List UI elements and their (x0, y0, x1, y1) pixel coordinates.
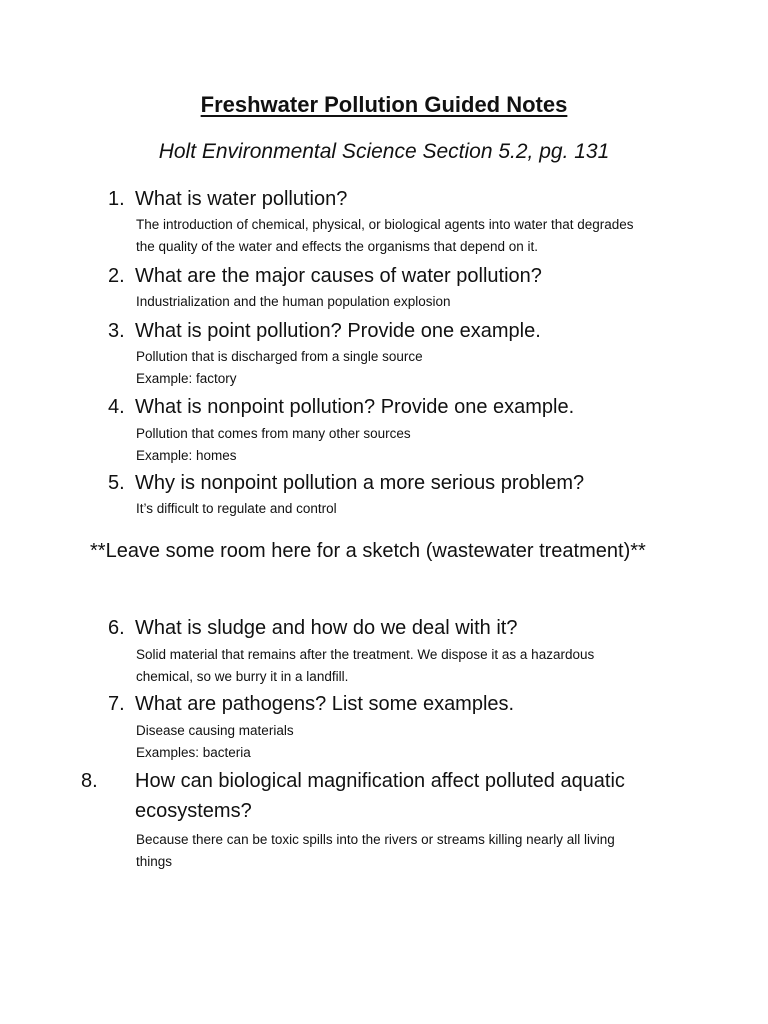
sketch-note: **Leave some room here for a sketch (wastewater treatment)** (90, 540, 646, 562)
answer-line: Pollution that is discharged from a single source (136, 349, 423, 364)
answer-1 (136, 214, 696, 258)
answer-line: Pollution that comes from many other sources (136, 426, 411, 441)
question-number: 7. (108, 693, 125, 715)
answer-line: Example: factory (136, 371, 237, 386)
question-4 (108, 393, 748, 421)
question-7 (108, 690, 748, 718)
question-text: What are pathogens? List some examples. (135, 693, 515, 715)
answer-7 (136, 720, 696, 764)
document-subtitle: Holt Environmental Science Section 5.2, pg. 131 (158, 140, 610, 163)
question-text: What is point pollution? Provide one example. (135, 320, 541, 342)
question-6 (108, 614, 748, 642)
answer-line: Because there can be toxic spills into the rivers or streams killing nearly all living (136, 832, 615, 847)
answer-2 (136, 291, 696, 313)
question-number: 2. (108, 265, 125, 287)
answer-line: chemical, so we burry it in a landfill. (136, 669, 349, 684)
question-number: 3. (108, 320, 125, 342)
answer-4 (136, 423, 696, 467)
question-text: What are the major causes of water pollution? (135, 265, 542, 287)
question-2 (108, 262, 748, 290)
question-1 (108, 185, 748, 213)
answer-line: The introduction of chemical, physical, or biological agents into water that degrades (136, 217, 634, 232)
question-number: 1. (108, 188, 125, 210)
answer-line: Solid material that remains after the treatment. We dispose it as a hazardous (136, 647, 595, 662)
question-number: 4. (108, 396, 125, 418)
question-text: Why is nonpoint pollution a more serious problem? (135, 472, 585, 494)
answer-line: things (136, 854, 173, 869)
question-8 (81, 766, 715, 826)
answer-line: Disease causing materials (136, 723, 294, 738)
answer-8 (136, 829, 696, 873)
answer-line: the quality of the water and effects the organisms that depend on it. (136, 239, 539, 254)
answer-5 (136, 498, 696, 520)
question-number: 5. (108, 472, 125, 494)
answer-line: It’s difficult to regulate and control (136, 501, 337, 516)
document-title: Freshwater Pollution Guided Notes (200, 92, 568, 117)
question-5 (108, 469, 748, 497)
question-text: What is sludge and how do we deal with it? (135, 617, 518, 639)
answer-3 (136, 346, 696, 390)
question-number: 8. (81, 770, 98, 792)
question-text: What is water pollution? (135, 188, 348, 210)
question-text: How can biological magnification affect polluted aquatic ecosystems? (135, 770, 625, 822)
question-text: What is nonpoint pollution? Provide one example. (135, 396, 575, 418)
answer-line: Examples: bacteria (136, 745, 251, 760)
answer-line: Industrialization and the human population explosion (136, 294, 451, 309)
answer-6 (136, 644, 696, 688)
question-number: 6. (108, 617, 125, 639)
question-3 (108, 317, 748, 345)
answer-line: Example: homes (136, 448, 237, 463)
